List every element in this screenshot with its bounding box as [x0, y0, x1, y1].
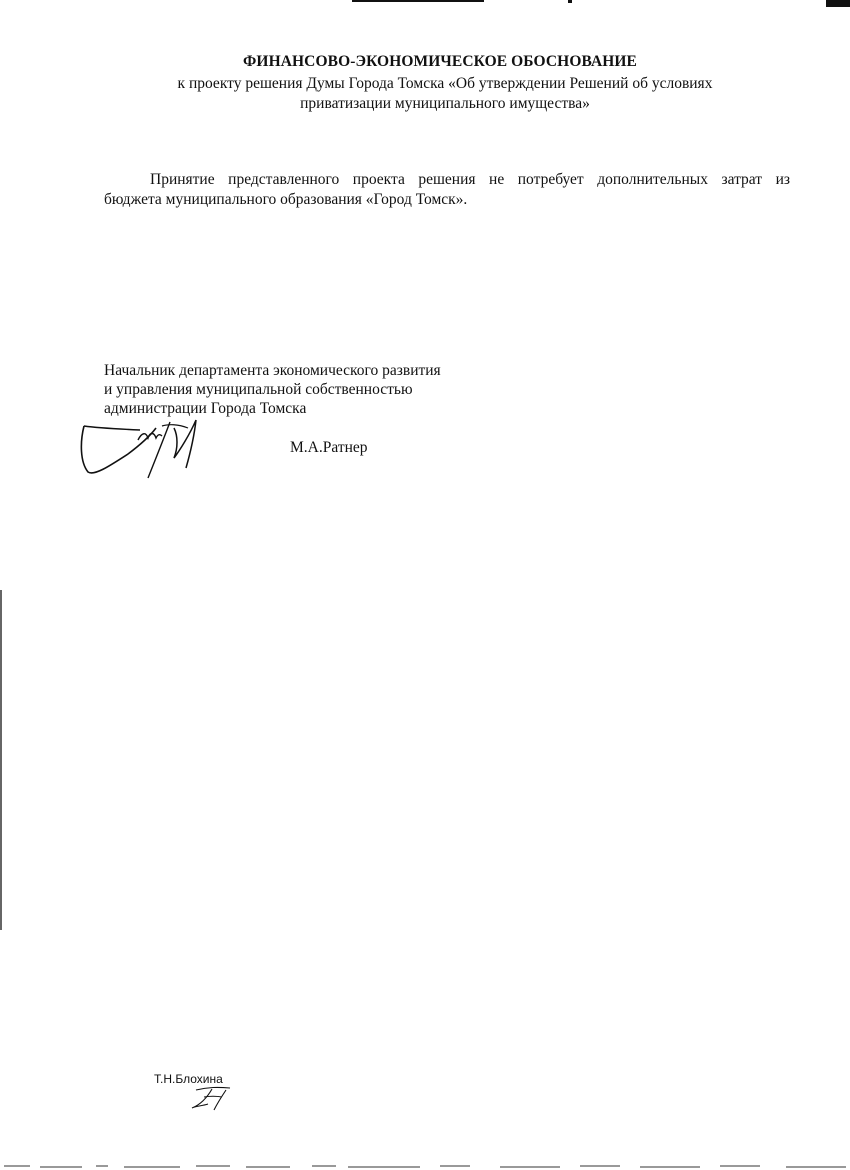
position-line-2: и управления муниципальной собственностью: [104, 381, 413, 398]
scan-artifact-corner: [826, 0, 850, 7]
scan-artifact-top-bar: [352, 0, 484, 2]
position-line-3: администрации Города Томска: [104, 400, 307, 417]
signer-position: [104, 361, 441, 418]
body-line-1: Принятие представленного проекта решения не потребует дополнительных затрат из: [150, 171, 790, 188]
scan-artifact-bottom-noise: [0, 1160, 850, 1170]
scan-artifact-left-edge: [0, 590, 2, 930]
body-paragraph: [104, 170, 790, 210]
executor-initials-signature: [186, 1084, 236, 1112]
scan-artifact-top-dot: [568, 0, 572, 3]
handwritten-signature: [78, 412, 218, 484]
body-line-2: бюджета муниципального образования «Город Томск».: [104, 191, 468, 208]
subtitle-line-2: приватизации муниципального имущества»: [300, 95, 590, 112]
signer-name: М.А.Ратнер: [290, 439, 368, 456]
subtitle-line-1: к проекту решения Думы Города Томска «Об утверждении Решений об условиях: [177, 75, 713, 92]
executor-name: Т.Н.Блохина: [154, 1072, 223, 1086]
document-subtitle: [120, 74, 770, 114]
position-line-1: Начальник департамента экономического развития: [104, 362, 441, 379]
document-title: ФИНАНСОВО-ЭКОНОМИЧЕСКОЕ ОБОСНОВАНИЕ: [243, 53, 637, 70]
